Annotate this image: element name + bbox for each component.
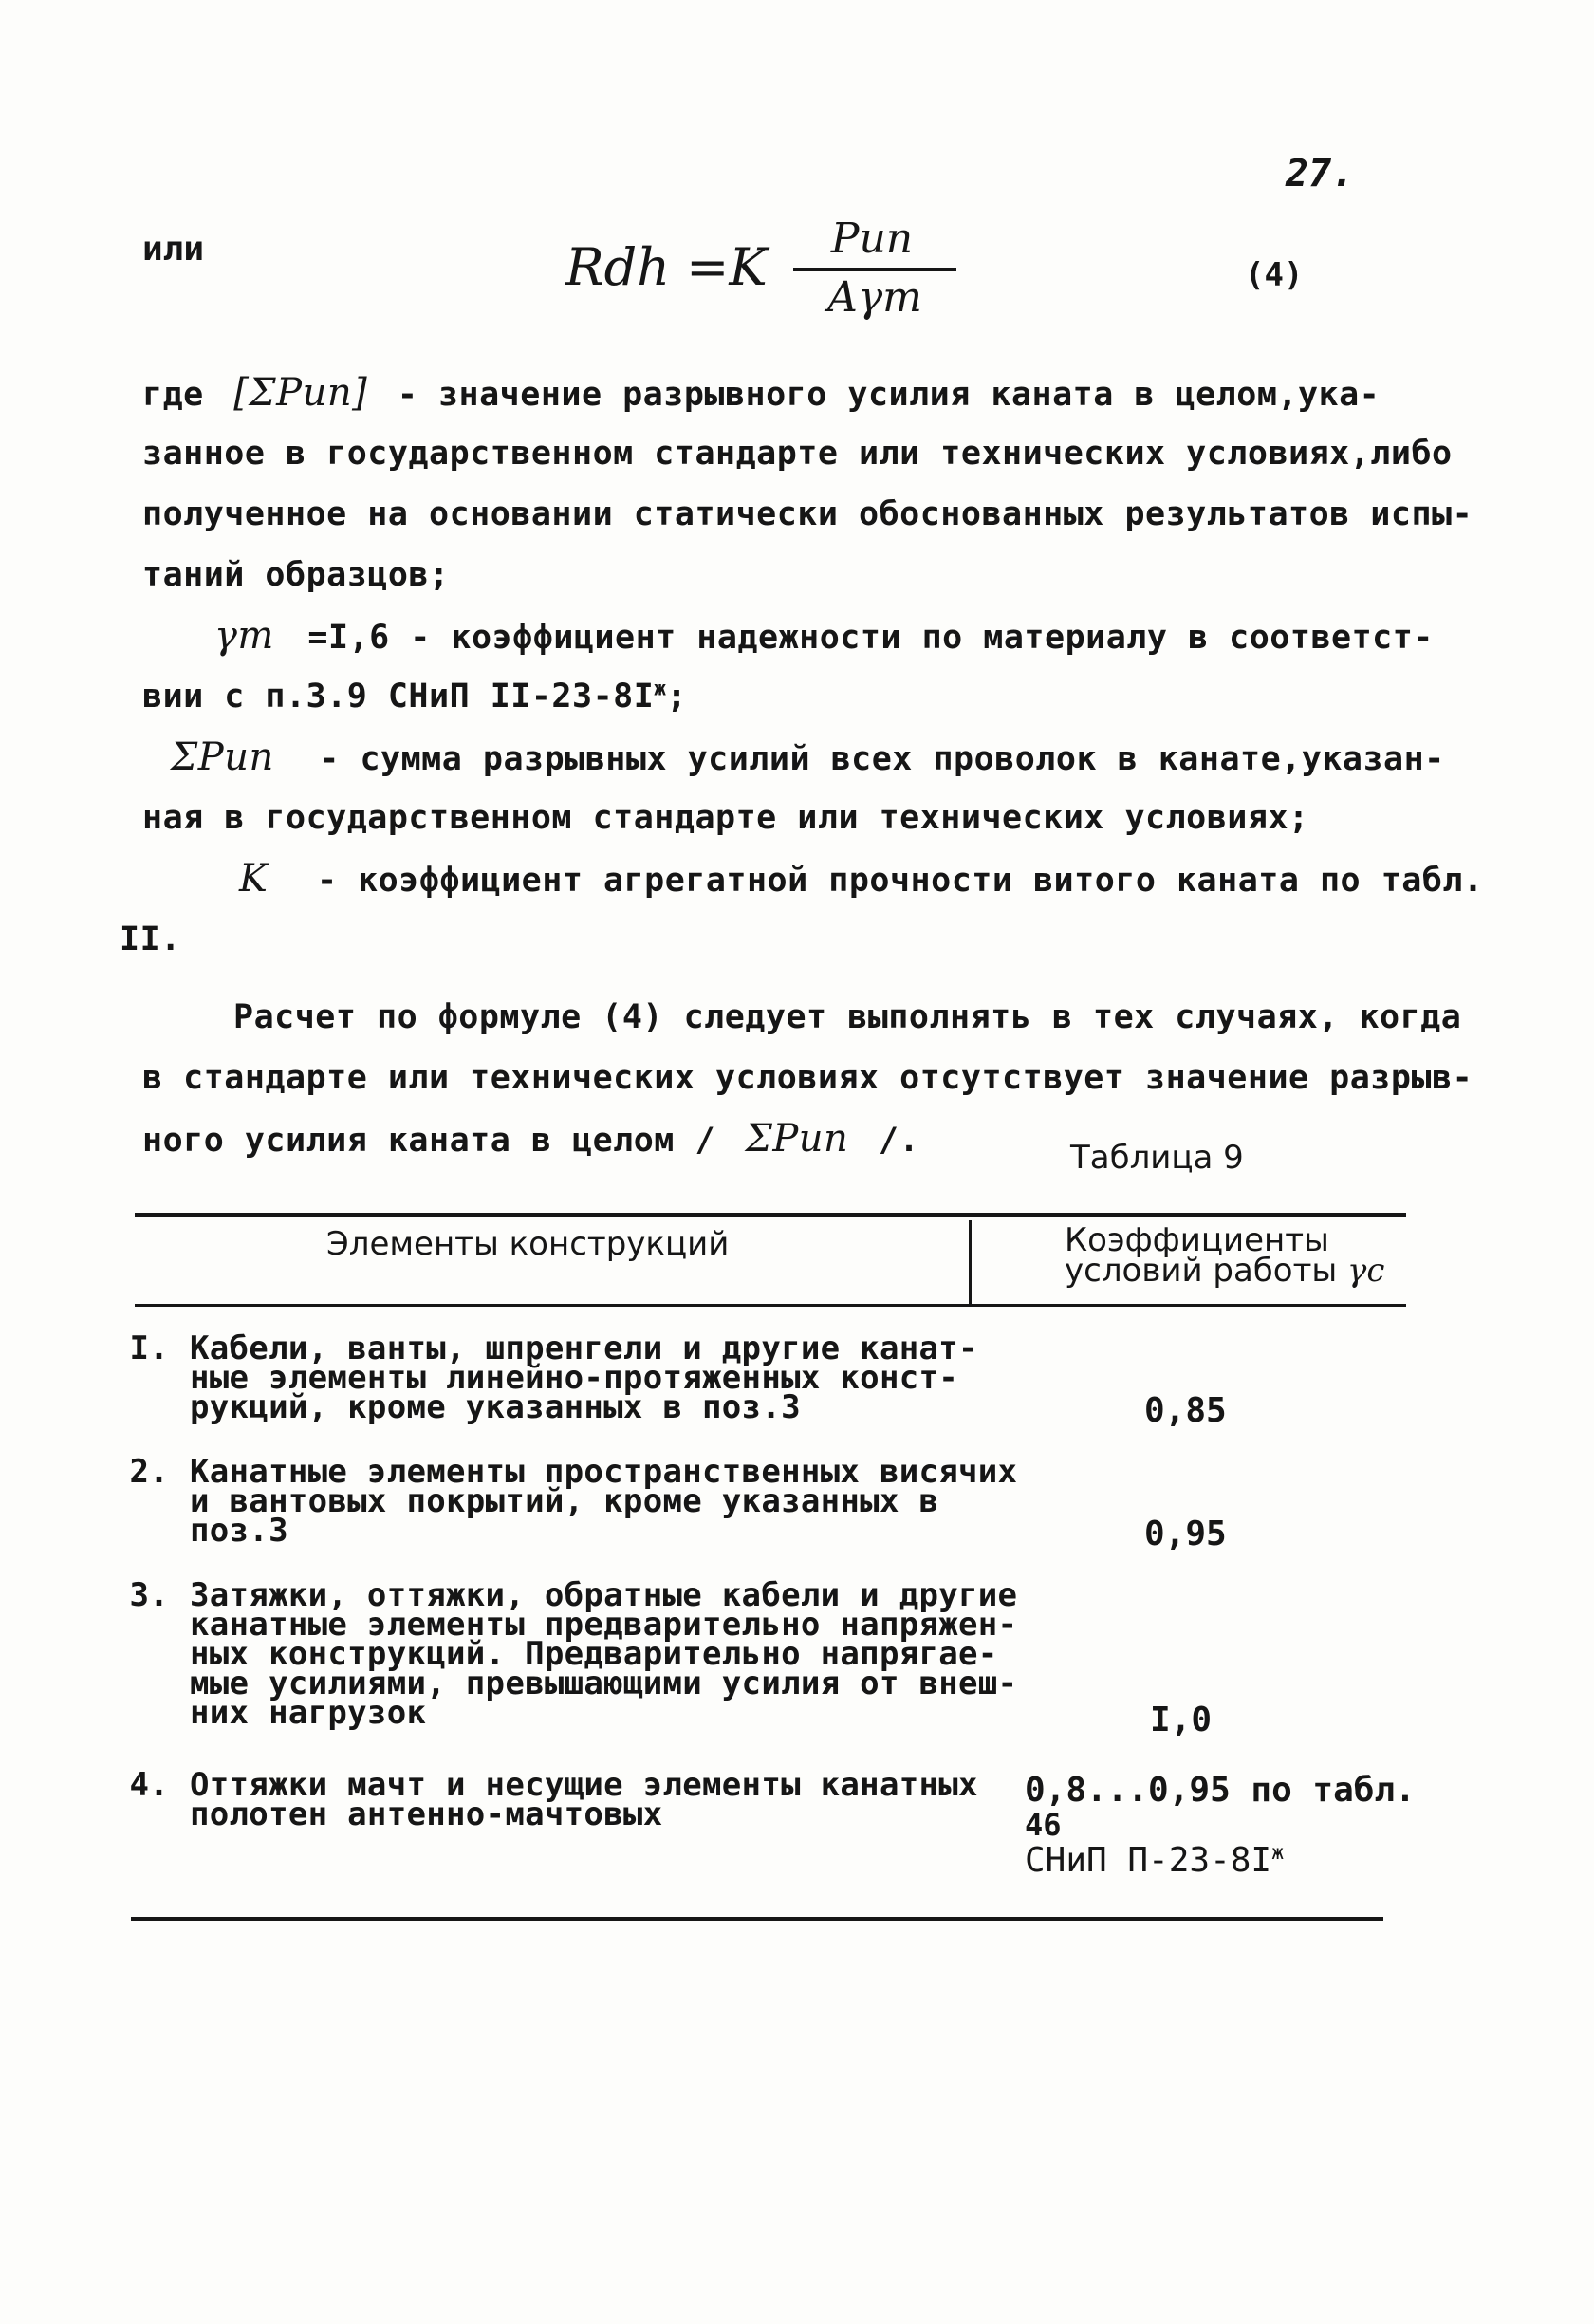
def2-line2-text: вии с п.3.9 СНиП II-23-8I [142,678,655,716]
row4-value-line1: 0,8...0,95 по табл. [1025,1771,1416,1810]
row4-value-line2: 46 [1025,1807,1062,1843]
row4-value-line3-text: СНиП П-23-8I [1025,1841,1272,1880]
row1-line1: Кабели, ванты, шпренгели и другие канат- [190,1329,978,1367]
table-top-rule [135,1213,1406,1217]
para-line1: Расчет по формуле (4) следует выполнять в тех случаях, когда [233,998,1462,1036]
def4-line1 [239,848,1484,911]
table-header-coef-line2 [1065,1252,1385,1290]
def2-superscript: ж [654,677,667,700]
def4-text: - коэффициент агрегатной прочности витого каната по табл. [316,862,1484,900]
table-caption: Таблица 9 [1070,1139,1244,1177]
formula-numerator: Pun [830,214,914,263]
def2-line2-end: ; [666,678,688,716]
formula-lhs: Rdh =K [565,237,768,297]
formula-intro: или [142,230,205,269]
def3-symbol: ΣPun [171,735,274,779]
header-coef-text: условий работы [1065,1252,1338,1290]
row4-line2: полотен антенно-мачтовых [190,1795,663,1833]
def1-line3: полученное на основании статически обоснованных результатов испы- [142,495,1474,533]
def1-text: - значение разрывного усилия каната в целом,ука- [397,376,1381,414]
row1-value: 0,85 [1144,1391,1227,1430]
row4-value-superscript: ж [1271,1841,1285,1865]
row4-value-line3 [1025,1841,1284,1880]
para-line3-end: /. [878,1122,920,1160]
def1-line1 [142,363,1380,425]
table-header-rule [135,1304,1406,1307]
para-line3-text: ного усилия каната в целом / [142,1122,716,1160]
row3-value: I,0 [1150,1701,1213,1739]
row3-number: 3. [129,1576,169,1614]
row2-number: 2. [129,1453,169,1491]
row4-line1: Оттяжки мачт и несущие элементы канатных [190,1766,978,1804]
row1-number: I. [129,1329,169,1367]
table-header-elements: Элементы конструкций [326,1225,730,1263]
row3-line5: них нагрузок [190,1694,427,1732]
page-number: 27. [1286,152,1355,195]
header-separator [969,1220,972,1304]
def1-symbol: [ΣPun] [233,371,368,415]
row2-line3: поз.3 [190,1512,288,1550]
row2-line1: Канатные элементы пространственных висячих [190,1453,1018,1491]
fraction-bar [793,268,956,271]
def1-line2: занное в государственном стандарте или технических условиях,либо [142,435,1453,473]
def3-line2: ная в государственном стандарте или технических условиях; [142,799,1309,837]
para-line3-symbol: ΣPun [745,1117,849,1161]
def2-text: =I,6 - коэффициент надежности по материалу в соответст- [307,619,1434,657]
header-coef-symbol: γc [1347,1252,1385,1290]
formula-denominator: Aγm [827,273,922,322]
row3-line1: Затяжки, оттяжки, обратные кабели и другие [190,1576,1018,1614]
def1-lead: где [142,376,204,414]
table-bottom-rule [131,1917,1383,1921]
equation-number: (4) [1245,256,1304,294]
def2-line1 [214,605,1434,668]
def2-symbol: γm [214,614,274,658]
para-line3 [142,1108,919,1171]
table-header-coef-line1: Коэффициенты [1065,1221,1329,1259]
def2-line2 [142,666,687,727]
row2-value: 0,95 [1144,1515,1227,1553]
row1-line2: ные элементы линейно-протяженных конст- [190,1359,959,1397]
row3-line3: ных конструкций. Предварительно напрягае- [190,1635,998,1673]
def4-symbol: K [239,857,269,901]
def3-line1 [171,727,1445,790]
row3-line4: мые усилиями, превышающими усилия от внеш- [190,1664,1018,1702]
row4-number: 4. [129,1766,169,1804]
row1-line3: рукций, кроме указанных в поз.3 [190,1388,801,1426]
def4-line2: II. [120,920,181,958]
def1-line4: таний образцов; [142,556,450,594]
row3-line2: канатные элементы предварительно напряжен- [190,1606,1018,1644]
row2-line2: и вантовых покрытий, кроме указанных в [190,1482,939,1520]
def3-text: - сумма разрывных усилий всех проволок в канате,указан- [319,740,1445,778]
para-line2: в стандарте или технических условиях отсутствует значение разрыв- [142,1059,1474,1097]
formula-4 [565,214,1230,338]
